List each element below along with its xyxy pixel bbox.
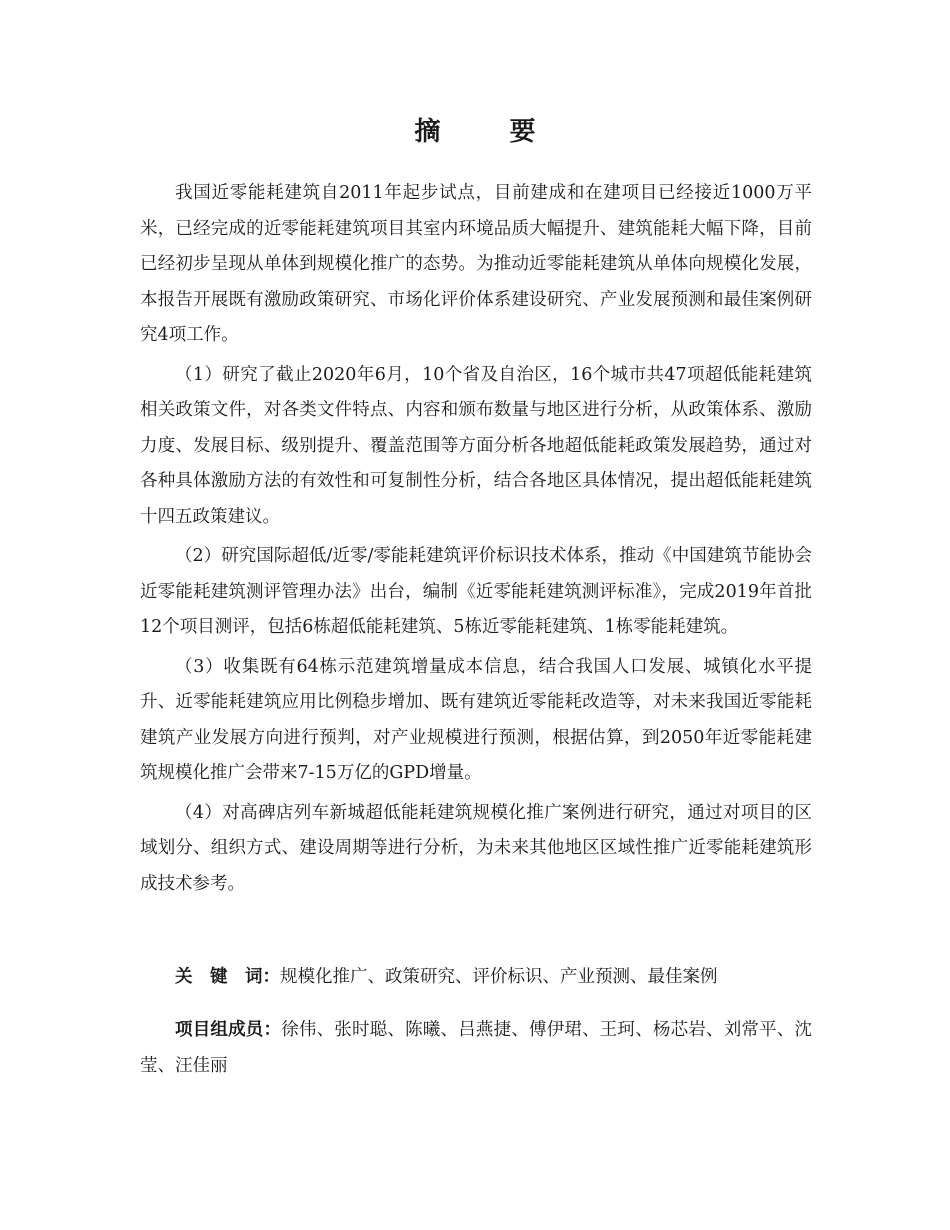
abstract-intro-paragraph: 我国近零能耗建筑自2011年起步试点，目前建成和在建项目已经接近1000万平米，已经完成的近零能耗建筑项目其室内环境品质大幅提升、建筑能耗大幅下降，目前已经初步呈现从单体到规模化推广的态势。为推动近零能耗建筑从单体向规模化发展，本报告开展既有激励政策研究、市场化评价体系建设研究、产业发展预测和最佳案例研究4项工作。 bbox=[140, 183, 812, 345]
keywords-line bbox=[140, 960, 812, 995]
abstract-item-4-paragraph: （4）对高碑店列车新城超低能耗建筑规模化推广案例进行研究，通过对项目的区域划分、组织方式、建设周期等进行分析，为未来其他地区区域性推广近零能耗建筑形成技术参考。 bbox=[140, 802, 812, 894]
keywords-label: 关 键 词： bbox=[175, 967, 280, 987]
abstract-body bbox=[140, 176, 812, 906]
members-label: 项目组成员： bbox=[175, 1020, 282, 1040]
page-title: 摘 要 bbox=[414, 117, 566, 147]
abstract-item-3-paragraph: （3）收集既有64栋示范建筑增量成本信息，结合我国人口发展、城镇化水平提升、近零能耗建筑应用比例稳步增加、既有建筑近零能耗改造等，对未来我国近零能耗建筑产业发展方向进行预判，对产业规模进行预测，根据估算，到2050年近零能耗建筑规模化推广会带来7-15万亿的GPD增量。 bbox=[140, 656, 812, 783]
members-line bbox=[140, 1013, 812, 1084]
members-value: 徐伟、张时聪、陈曦、吕燕捷、傅伊珺、王珂、杨芯岩、刘常平、沈莹、汪佳丽 bbox=[140, 1020, 813, 1076]
abstract-item-2-paragraph: （2）研究国际超低/近零/零能耗建筑评价标识技术体系，推动《中国建筑节能协会近零能耗建筑测评管理办法》出台，编制《近零能耗建筑测评标准》，完成2019年首批12个项目测评，包括6栋超低能耗建筑、5栋近零能耗建筑、1栋零能耗建筑。 bbox=[140, 546, 812, 637]
keywords-value: 规模化推广、政策研究、评价标识、产业预测、最佳案例 bbox=[280, 967, 718, 987]
abstract-item-1-paragraph: （1）研究了截止2020年6月，10个省及自治区，16个城市共47项超低能耗建筑相关政策文件，对各类文件特点、内容和颁布数量与地区进行分析，从政策体系、激励力度、发展目标、级别提升、覆盖范围等方面分析各地超低能耗政策发展趋势，通过对各种具体激励方法的有效性和可复制性分析，结合各地区具体情况，提出超低能耗建筑十四五政策建议。 bbox=[140, 364, 812, 527]
